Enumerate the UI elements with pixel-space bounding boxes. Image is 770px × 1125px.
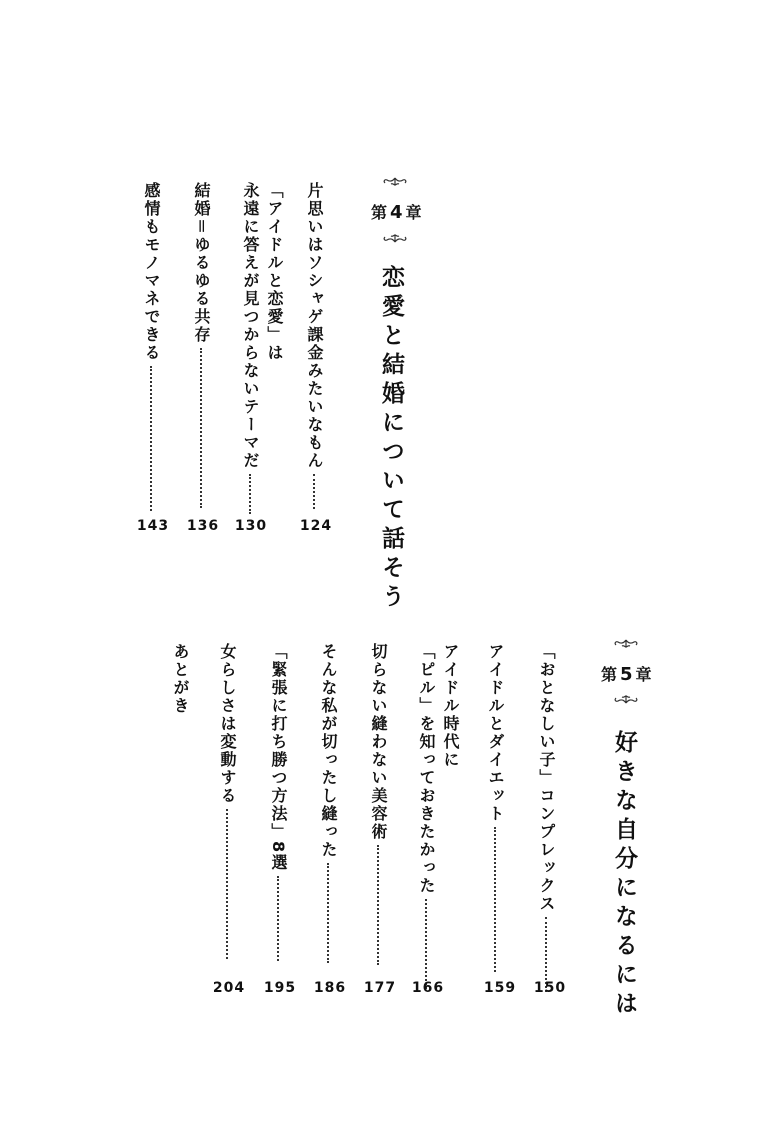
toc-entry-159[interactable]: アイドルとダイエット <box>487 643 503 972</box>
page-number-143: 143 <box>136 518 170 534</box>
chapter-5-title: 好きな自分になるには <box>611 730 638 1020</box>
chapter-4-label: 第 4 章 <box>371 202 422 223</box>
chapter-4-title: 恋愛と結婚について話そう <box>378 265 405 613</box>
toc-entry-130[interactable]: 永遠に答えが見つからないテーマだ <box>242 182 258 514</box>
page-number-186: 186 <box>313 980 347 996</box>
toc-entry-177[interactable]: 切らない縫わない美容術 <box>370 643 386 965</box>
page-number-177: 177 <box>363 980 397 996</box>
chapter-5-label: 第 5 章 <box>601 664 652 685</box>
toc-entry-186[interactable]: そんな私が切ったし縫った <box>320 643 336 963</box>
flourish-ornament-icon <box>612 693 640 705</box>
page-number-204: 204 <box>212 980 246 996</box>
page-number-124: 124 <box>299 518 333 534</box>
page-number-195: 195 <box>263 980 297 996</box>
toc-entry-afterword[interactable]: あとがき <box>171 643 190 715</box>
toc-entry-204[interactable]: 女らしさは変動する <box>219 643 235 959</box>
page-number-130: 130 <box>234 518 268 534</box>
toc-entry-136[interactable]: 結婚＝ゆるゆる共存 <box>193 182 209 508</box>
toc-entry-143[interactable]: 感情もモノマネできる <box>143 182 159 511</box>
toc-entry-124[interactable]: 片思いはソシャゲ課金みたいなもん <box>306 182 322 509</box>
toc-entry-150[interactable]: 「おとなしい子」コンプレックス <box>538 643 554 992</box>
toc-entry-130-line1[interactable]: 「アイドルと恋愛」は <box>265 182 284 362</box>
toc-entry-166[interactable]: 「ピル」を知っておきたかった <box>418 643 434 989</box>
toc-entry-166-line1[interactable]: アイドル時代に <box>441 643 460 769</box>
toc-entry-195[interactable]: 「緊張に打ち勝つ方法」8選 <box>270 643 286 961</box>
page-number-136: 136 <box>186 518 220 534</box>
page-number-159: 159 <box>483 980 517 996</box>
page-number-150: 150 <box>533 980 567 996</box>
flourish-ornament-icon <box>381 176 409 188</box>
flourish-ornament-icon <box>612 638 640 650</box>
page-number-166: 166 <box>411 980 445 996</box>
flourish-ornament-icon <box>381 232 409 244</box>
